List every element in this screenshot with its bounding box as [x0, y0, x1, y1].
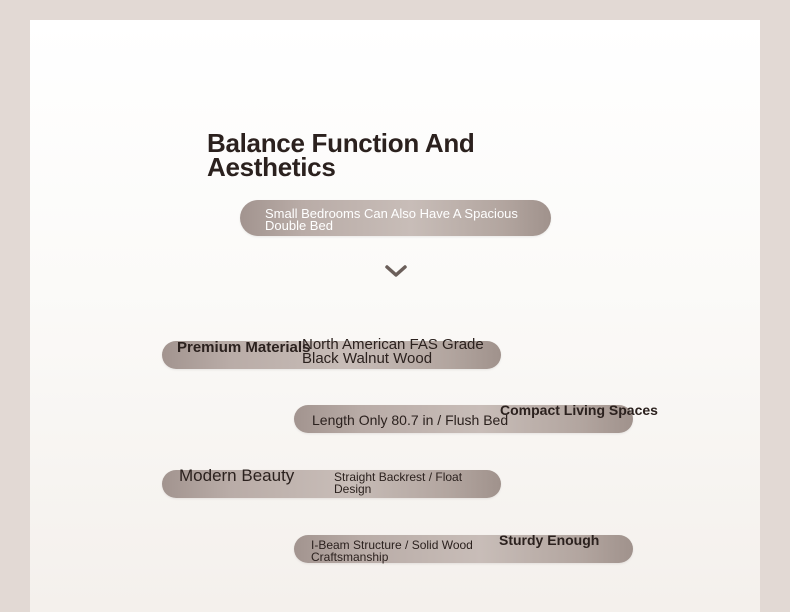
feature-value-sturdy: I-Beam Structure / Solid Wood Craftsmanship: [311, 538, 473, 564]
feature-value-materials: North American FAS Grade Black Walnut Wood: [302, 336, 484, 367]
section-subtitle: Small Bedrooms Can Also Have A Spacious Double Bed: [265, 206, 518, 233]
feature-label-sturdy: Sturdy Enough: [499, 532, 600, 548]
content-card: [30, 20, 760, 612]
section-title: Balance Function And Aesthetics: [207, 128, 475, 182]
feature-label-materials: Premium Materials: [177, 339, 311, 356]
chevron-down-icon[interactable]: [384, 264, 408, 278]
feature-value-beauty: Straight Backrest / Float Design: [334, 470, 463, 496]
feature-value-compact: Length Only 80.7 in / Flush Bed: [312, 412, 509, 428]
feature-label-compact: Compact Living Spaces: [500, 402, 658, 418]
feature-label-beauty: Modern Beauty: [179, 466, 295, 485]
